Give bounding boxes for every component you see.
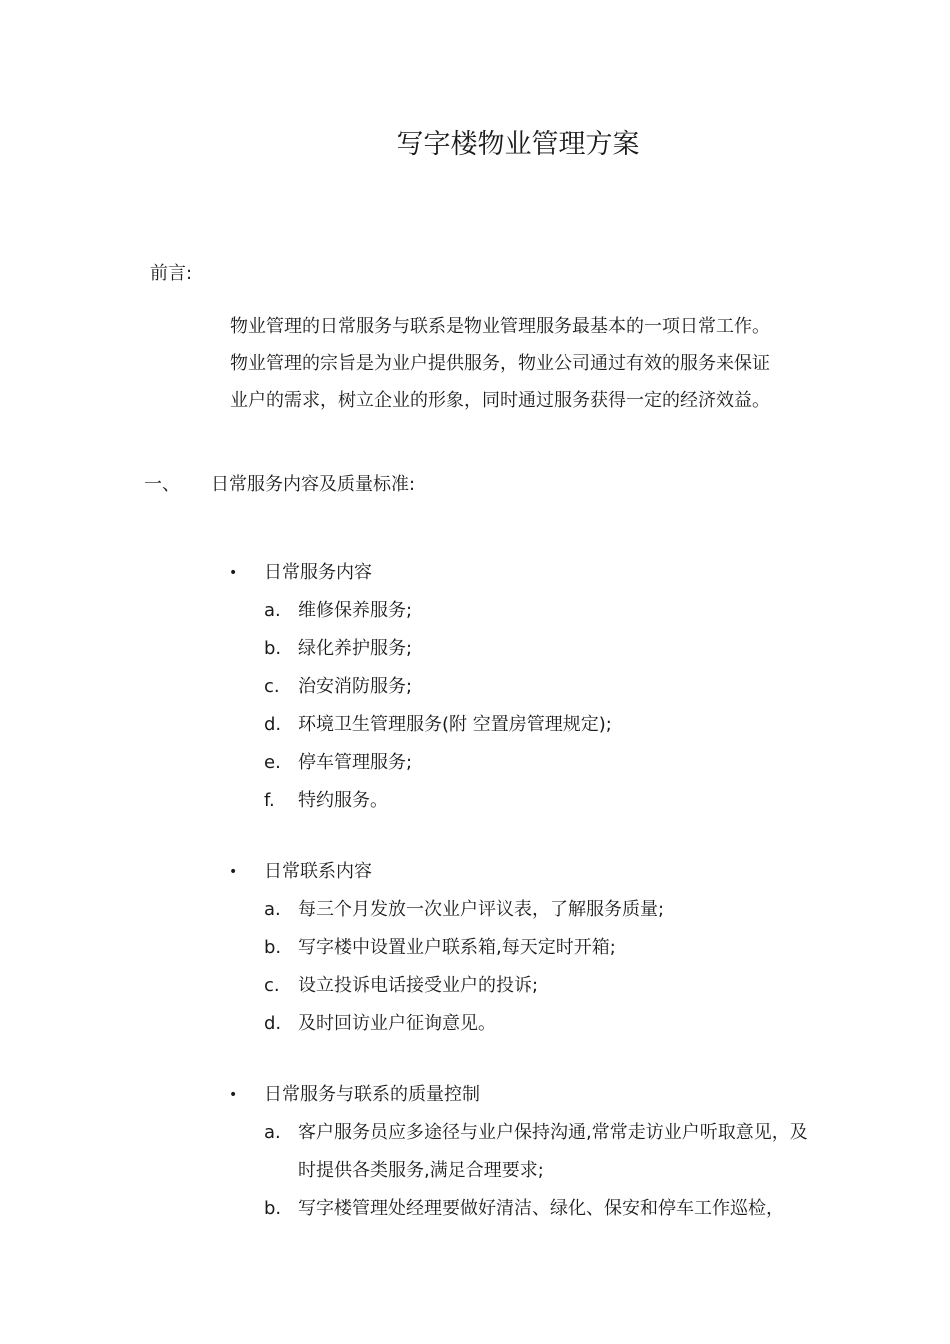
bullet-icon: •: [229, 565, 238, 581]
list-item: [229, 789, 849, 827]
preface-line: 物业管理的宗旨是为业户提供服务，物业公司通过有效的服务来保证: [230, 353, 770, 374]
section-title: 日常服务内容及质量标准:: [211, 474, 416, 495]
list-item: [229, 1012, 849, 1050]
item-marker: a.: [264, 899, 281, 920]
item-text: 设立投诉电话接受业户的投诉;: [298, 975, 539, 996]
list-item: [229, 675, 849, 713]
item-marker: b.: [264, 937, 282, 958]
list-item: [229, 1121, 849, 1197]
preface-paragraph: [230, 308, 830, 419]
item-text: 治安消防服务;: [298, 676, 413, 697]
list-group-contact-content: [229, 860, 849, 1050]
list-item: [229, 599, 849, 637]
list-item: [229, 898, 849, 936]
group-title-text: 日常服务与联系的质量控制: [264, 1084, 480, 1105]
item-text: 环境卫生管理服务(附 空置房管理规定);: [298, 714, 612, 735]
list-item: [229, 974, 849, 1012]
item-marker: c.: [264, 975, 280, 996]
section-number: 一、: [144, 474, 180, 495]
list-item: [229, 936, 849, 974]
item-marker: c.: [264, 676, 280, 697]
group-title: [229, 860, 849, 898]
list-group-service-content: [229, 561, 849, 827]
list-group-quality-control: [229, 1083, 849, 1235]
preface-label: 前言:: [150, 263, 193, 284]
item-marker: a.: [264, 600, 281, 621]
list-item: [229, 1197, 849, 1235]
document-title: 写字楼物业管理方案: [396, 129, 640, 160]
item-text: 停车管理服务;: [298, 752, 413, 773]
item-text: 写字楼中设置业户联系箱,每天定时开箱;: [298, 937, 616, 958]
item-text: 客户服务员应多途径与业户保持沟通,常常走访业户听取意见，及时提供各类服务,满足合理要求;: [298, 1122, 808, 1181]
group-title-text: 日常联系内容: [264, 861, 372, 882]
item-text: 写字楼管理处经理要做好清洁、绿化、保安和停车工作巡检，: [298, 1198, 784, 1219]
list-item: [229, 637, 849, 675]
item-marker: f.: [264, 790, 275, 811]
section-heading: [144, 472, 415, 498]
item-text: 维修保养服务;: [298, 600, 413, 621]
item-text: 绿化养护服务;: [298, 638, 413, 659]
list-item: [229, 713, 849, 751]
item-text: 每三个月发放一次业户评议表，了解服务质量;: [298, 899, 665, 920]
group-title-text: 日常服务内容: [264, 562, 372, 583]
group-title: [229, 561, 849, 599]
item-text: 特约服务。: [298, 790, 388, 811]
item-text: 及时回访业户征询意见。: [298, 1013, 496, 1034]
item-marker: b.: [264, 1198, 282, 1219]
preface-line: 物业管理的日常服务与联系是物业管理服务最基本的一项日常工作。: [230, 316, 770, 337]
bullet-icon: •: [229, 864, 238, 880]
item-marker: d.: [264, 1013, 282, 1034]
item-marker: b.: [264, 638, 282, 659]
item-marker: a.: [264, 1122, 281, 1143]
preface-line: 业户的需求，树立企业的形象，同时通过服务获得一定的经济效益。: [230, 390, 770, 411]
list-item: [229, 751, 849, 789]
item-marker: d.: [264, 714, 282, 735]
item-marker: e.: [264, 752, 281, 773]
bullet-icon: •: [229, 1087, 238, 1103]
